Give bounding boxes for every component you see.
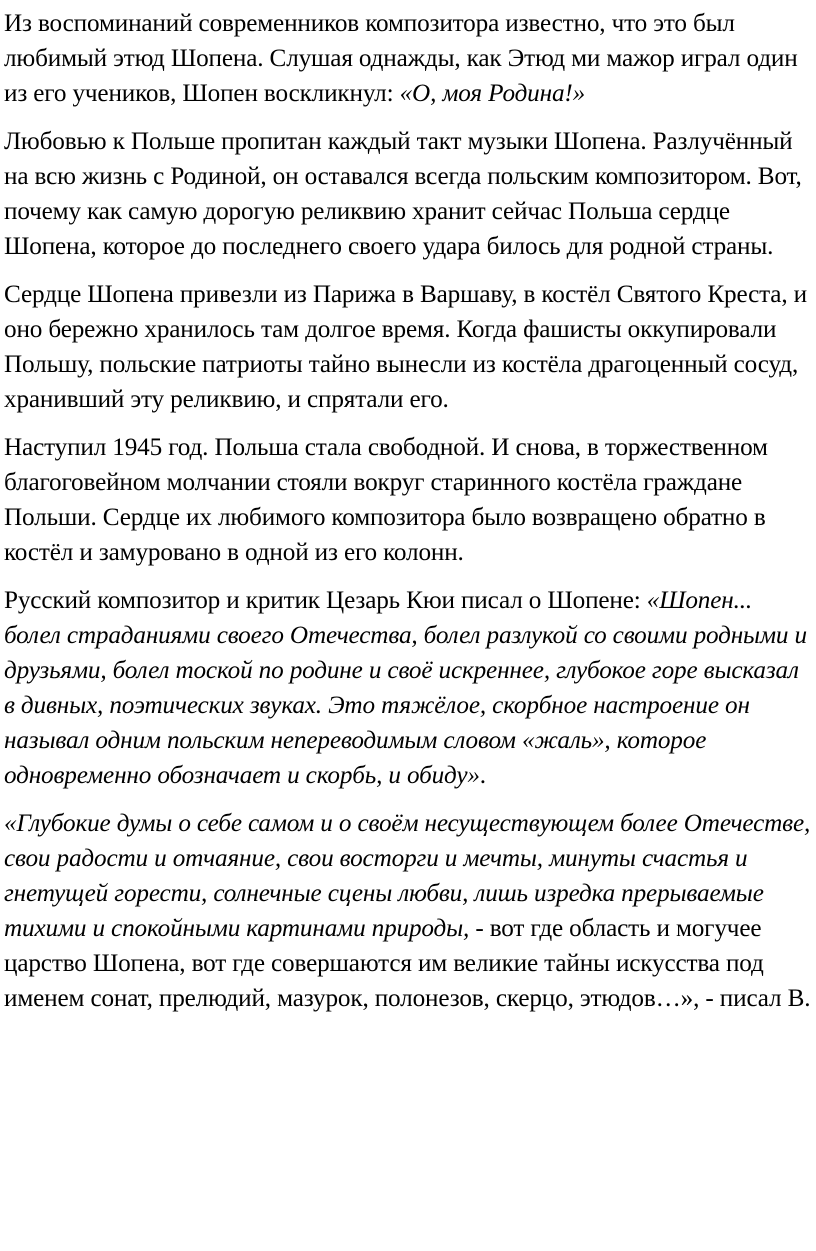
paragraph-text: Наступил 1945 год. Польша стала свободной. И снова, в торжественном благоговейном молчании стояли вокруг старинного костёла граждане Польши. Сердце их любимого композитора было возвращено обратно в костёл и замуровано в одной из его колонн. bbox=[4, 434, 768, 566]
paragraph-chopin-realm bbox=[4, 806, 814, 1016]
chopin-realm-quote: «Глубокие думы о себе самом и о своём несуществующем более Отечестве, свои радости и отчаяние, свои восторги и мечты, минуты счастья и гнетущей горести, солнечные сцены любви, лишь изредка прерываемые тихими и спокойными картинами природы, bbox=[4, 810, 811, 942]
paragraph-tail: - вот где область и могучее царство Шопена, вот где совершаются им великие тайны искусства под именем сонат, прелюдий, мазурок, полонезов, скерцо, этюдов…», - писал В. bbox=[4, 915, 811, 1012]
cui-quote: «Шопен... болел страданиями своего Отечества, болел разлукой со своими родными и друзьями, болел тоской по родине и своё искреннее, глубокое горе высказал в дивных, поэтических звуках. Это тяжёлое, скорбное настроение он называл одним польским непереводимым словом «жаль», которое одновременно обозначает и скорбь, и обиду» bbox=[4, 587, 807, 789]
chopin-exclamation-quote: «О, моя Родина!» bbox=[399, 80, 586, 107]
paragraph-text: Русский композитор и критик Цезарь Кюи писал о Шопене: bbox=[4, 587, 647, 614]
paragraph-year-1945 bbox=[4, 430, 814, 570]
paragraph-text: Сердце Шопена привезли из Парижа в Варшаву, в костёл Святого Креста, и оно бережно хранилось там долгое время. Когда фашисты оккупировали Польшу, польские патриоты тайно вынесли из костёла драгоценный сосуд, хранивший эту реликвию, и спрятали его. bbox=[4, 281, 807, 413]
paragraph-cui-quote bbox=[4, 583, 814, 793]
paragraph-favorite-etude bbox=[4, 6, 814, 111]
paragraph-text: Из воспоминаний современников композитора известно, что это был любимый этюд Шопена. Слушая однажды, как Этюд ми мажор играл один из его учеников, Шопен воскликнул: bbox=[4, 10, 798, 107]
paragraph-tail: . bbox=[479, 762, 486, 789]
paragraph-love-for-poland bbox=[4, 124, 814, 264]
paragraph-text: Любовью к Польше пропитан каждый такт музыки Шопена. Разлучённый на всю жизнь с Родиной, он оставался всегда польским композитором. Вот, почему как самую дорогую реликвию хранит сейчас Польша сердце Шопена, которое до последнего своего удара билось для родной страны. bbox=[4, 128, 802, 260]
paragraph-heart-transfer bbox=[4, 277, 814, 417]
